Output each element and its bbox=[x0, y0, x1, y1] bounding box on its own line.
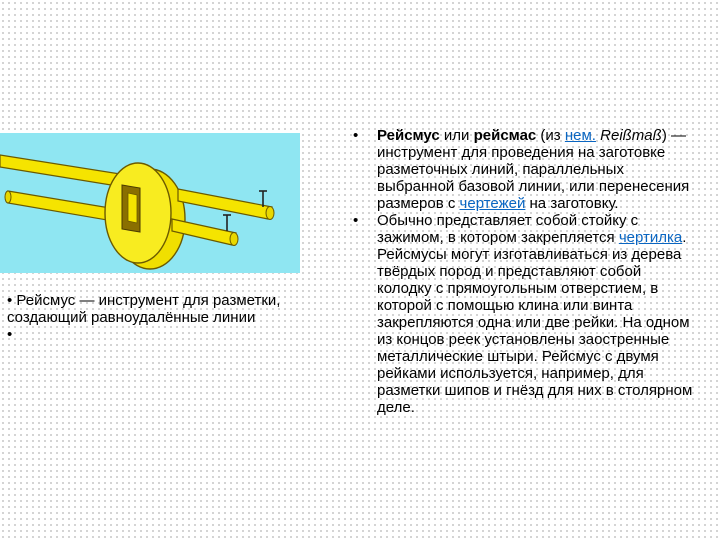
marking-gauge-icon bbox=[0, 133, 300, 273]
upper-rod-end bbox=[266, 207, 274, 220]
link-scriber[interactable]: чертилка bbox=[618, 229, 683, 246]
caption-line: • Рейсмус — инструмент для разметки, создающий равноудалённые линии bbox=[7, 292, 281, 326]
term-reismas: рейсмас bbox=[473, 127, 537, 144]
lower-rod-end-right bbox=[230, 233, 238, 246]
or-word: или bbox=[439, 127, 474, 144]
bullet-description bbox=[350, 212, 700, 416]
from-text: (из bbox=[536, 127, 565, 144]
definition-list bbox=[350, 127, 700, 416]
description-text: Обычно представляет собой стойку с зажимом, в котором закрепляется bbox=[377, 212, 639, 246]
definition-end: на заготовку. bbox=[525, 195, 619, 212]
caption-empty-bullet: • bbox=[7, 326, 13, 343]
bullet-marker: • bbox=[353, 212, 359, 229]
marking-gauge-illustration bbox=[0, 133, 300, 273]
origin-word: Reißmaß bbox=[600, 127, 662, 144]
bullet-marker: • bbox=[353, 127, 359, 144]
lower-rod-end bbox=[5, 191, 11, 203]
definition-text: ) — инструмент для проведения на заготовке разметочных линий, параллельных выбранной базовой линии, или перенесения размеров с bbox=[377, 127, 690, 212]
left-caption bbox=[7, 292, 352, 343]
term-reismus: Рейсмус bbox=[377, 127, 440, 144]
wedge bbox=[128, 193, 137, 223]
link-german[interactable]: нем. bbox=[564, 127, 596, 144]
bullet-definition bbox=[350, 127, 700, 212]
description-rest: . Рейсмусы могут изготавливаться из дерева твёрдых пород и представляют собой колодку с прямоугольным отверстием, в которой с помощью клина или винта закрепляются одна или две рейки. На одном из концов реек установлены заостренные металлические штыри. Рейсмус с двумя рейками используется, например, для разметки шипов и гнёзд для них в столярном деле. bbox=[377, 229, 693, 416]
link-drawings[interactable]: чертежей bbox=[459, 195, 526, 212]
